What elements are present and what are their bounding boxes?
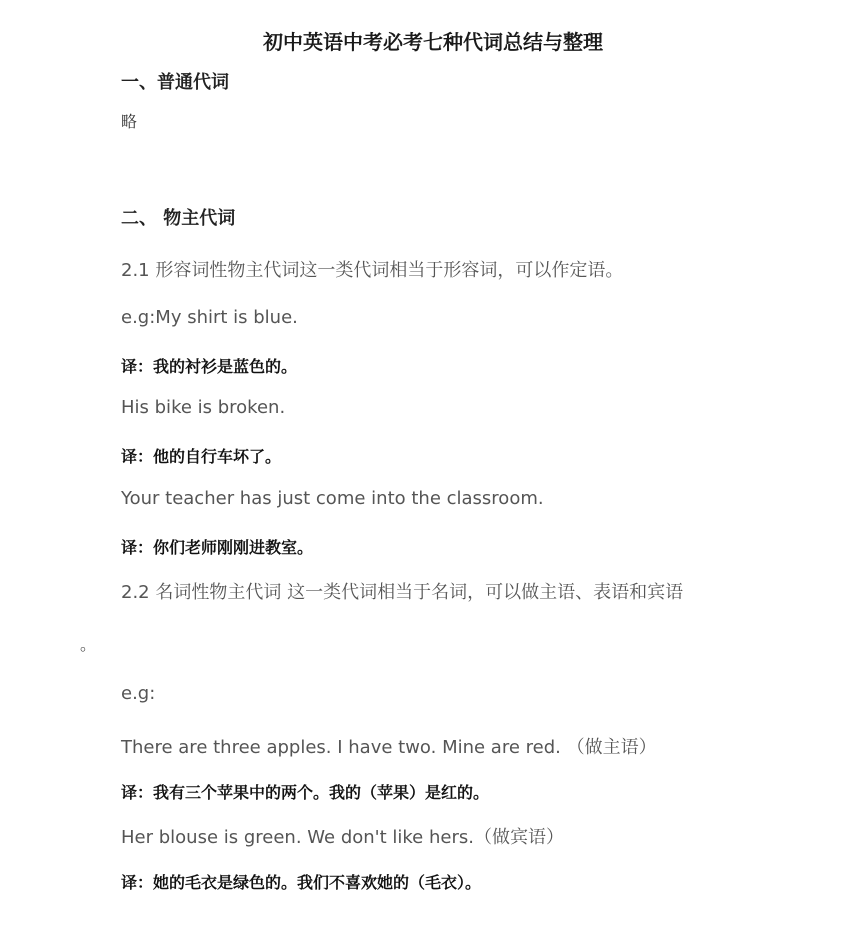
translation-line: 译：我的衬衫是蓝色的。 bbox=[121, 357, 298, 376]
document-title: 初中英语中考必考七种代词总结与整理 bbox=[263, 30, 603, 54]
section-heading-1: 一、普通代词 bbox=[121, 72, 229, 93]
paragraph-2-1: 2.1 形容词性物主代词这一类代词相当于形容词，可以作定语。 bbox=[121, 260, 624, 281]
example-sentence: There are three apples. I have two. Mine are red. （做主语） bbox=[121, 737, 657, 758]
translation-line: 译：我有三个苹果中的两个。我的（苹果）是红的。 bbox=[121, 783, 490, 802]
translation-line: 译：她的毛衣是绿色的。我们不喜欢她的（毛衣）。 bbox=[121, 873, 482, 892]
example-label: e.g: bbox=[121, 683, 156, 704]
translation-line: 译：他的自行车坏了。 bbox=[121, 447, 282, 466]
paragraph-2-2: 2.2 名词性物主代词 这一类代词相当于名词，可以做主语、表语和宾语 bbox=[121, 582, 684, 603]
example-sentence: His bike is broken. bbox=[121, 397, 286, 418]
section-heading-2: 二、 物主代词 bbox=[121, 208, 236, 229]
translation-line: 译：你们老师刚刚进教室。 bbox=[121, 538, 314, 557]
example-sentence: e.g:My shirt is blue. bbox=[121, 307, 298, 328]
trailing-period: 。 bbox=[80, 635, 97, 654]
example-sentence: Your teacher has just come into the classroom. bbox=[121, 488, 544, 509]
section-body-1: 略 bbox=[121, 112, 138, 131]
example-sentence: Her blouse is green. We don't like hers.（做宾语） bbox=[121, 827, 564, 848]
